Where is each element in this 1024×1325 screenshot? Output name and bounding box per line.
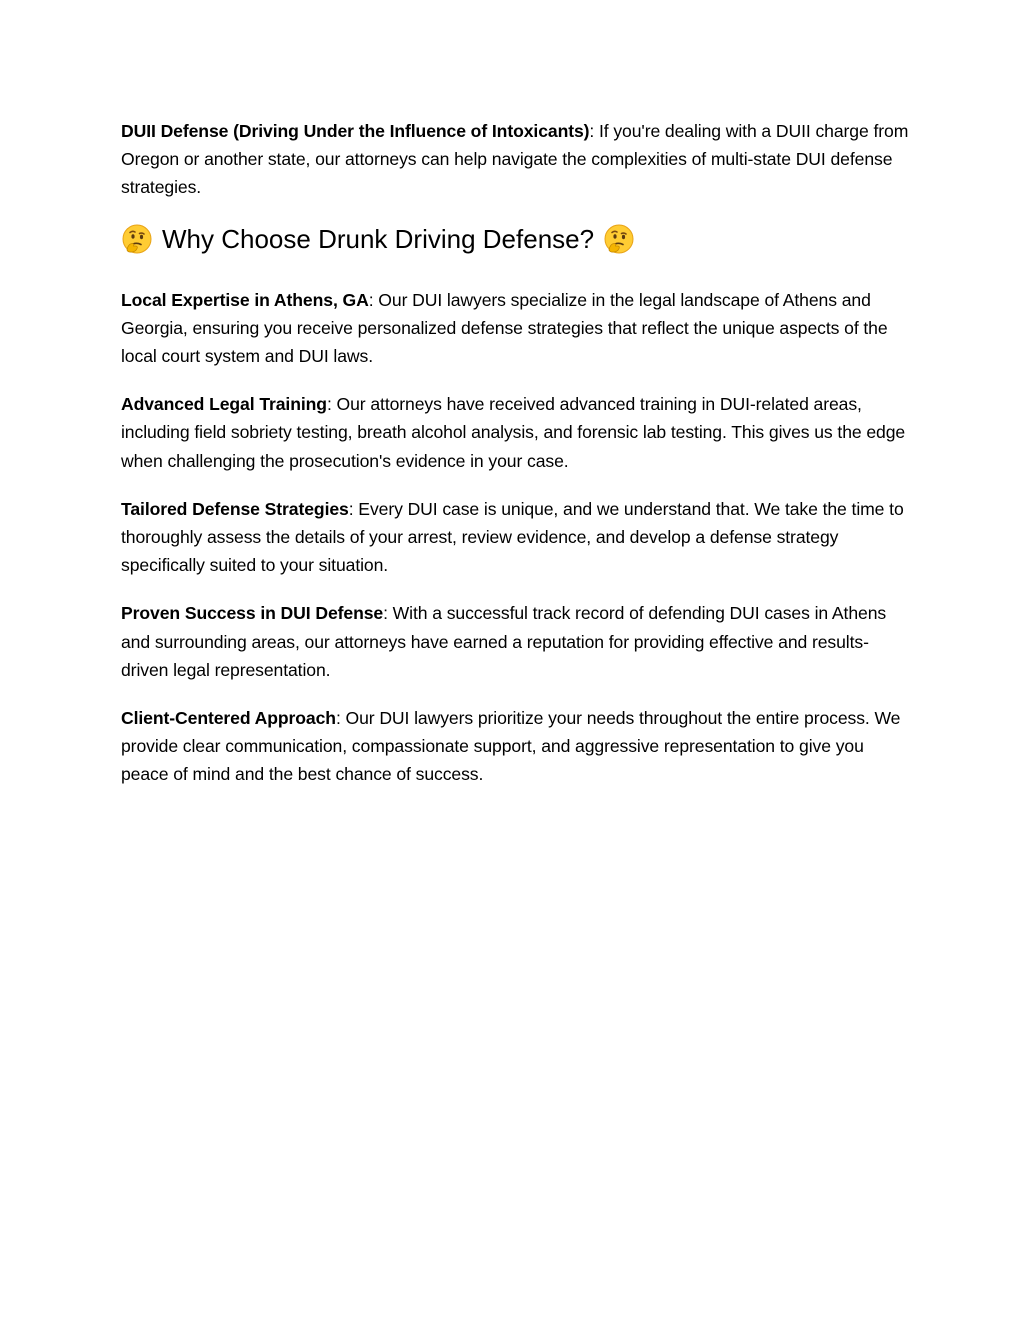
intro-paragraph <box>121 117 911 202</box>
document-page <box>121 117 911 809</box>
list-item <box>121 390 911 475</box>
list-item <box>121 704 911 789</box>
intro-text: : If you're dealing with a DUII charge from Oregon or another state, our attorneys can help navigate the complexities of multi-state DUI defense strategies. <box>121 121 909 198</box>
intro-term: DUII Defense (Driving Under the Influence of Intoxicants) <box>121 121 590 141</box>
list-item <box>121 286 911 371</box>
item-term: Local Expertise in Athens, GA <box>121 289 369 310</box>
thinking-face-icon <box>121 223 153 255</box>
item-text: : With a successful track record of defending DUI cases in Athens and surrounding areas, our attorneys have earned a reputation for providing effective and results-driven legal representation. <box>121 603 887 680</box>
item-text: : Our DUI lawyers specialize in the legal landscape of Athens and Georgia, ensuring you receive personalized defense strategies that reflect the unique aspects of the local court system and DUI laws. <box>121 289 888 367</box>
list-item <box>121 599 911 684</box>
item-term: Client-Centered Approach <box>121 708 336 729</box>
item-text: : Every DUI case is unique, and we understand that. We take the time to thoroughly assess the details of your arrest, review evidence, and develop a defense strategy specifically suited to your situation. <box>121 498 904 576</box>
thinking-face-icon <box>603 223 635 255</box>
section-heading <box>121 222 911 256</box>
item-text: : Our DUI lawyers prioritize your needs throughout the entire process. We provide clear communication, compassionate support, and aggressive representation to give you peace of mind and the best chance of success. <box>121 708 901 785</box>
item-text: : Our attorneys have received advanced training in DUI-related areas, including field sobriety testing, breath alcohol analysis, and forensic lab testing. This gives us the edge when challenging the prosecution's evidence in your case. <box>121 394 906 471</box>
item-term: Proven Success in DUI Defense <box>121 603 384 624</box>
item-term: Tailored Defense Strategies <box>121 498 349 519</box>
section-heading-text: Why Choose Drunk Driving Defense? <box>162 223 595 254</box>
item-term: Advanced Legal Training <box>121 394 327 415</box>
list-item <box>121 495 911 580</box>
